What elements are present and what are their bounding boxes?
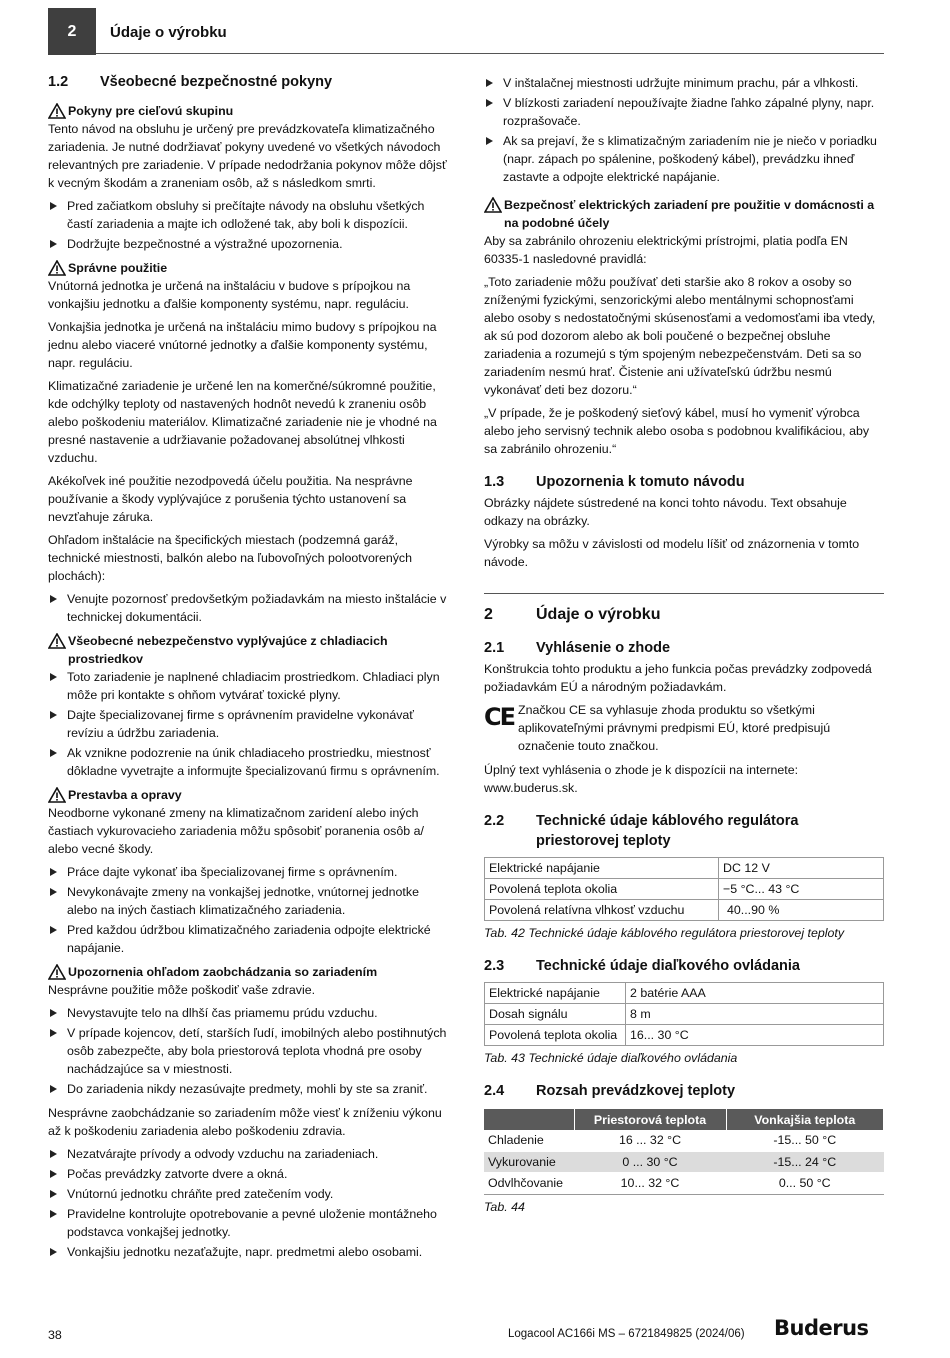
table-caption: Tab. 44 <box>484 1199 525 1214</box>
bullet-list <box>48 1004 448 1098</box>
buderus-logo: Buderus <box>774 1316 869 1340</box>
paragraph: „V prípade, že je poškodený sieťový kábel, musí ho vymeniť výrobca alebo jeho servisný technik alebo osoba s podobnou kvalifikáciou, aby sa zabránilo ohrozeniu.“ <box>484 406 870 456</box>
section-2-1-heading: 2.1 Vyhlásenie o zhode <box>484 640 671 656</box>
list-item: Toto zariadenie je naplnené chladiacim prostriedkom. Chladiaci plyn môže pri kontakte s ohňom vytvárať toxické plyny. <box>48 668 448 704</box>
table-header-cell: Vonkajšia teplota <box>726 1109 884 1130</box>
list-item: Venujte pozornosť predovšetkým požiadavkám na miesto inštalácie v technickej dokumentácii. <box>48 590 448 626</box>
table-cell: 10... 32 °C <box>574 1172 726 1193</box>
paragraph: Obrázky nájdete sústredené na konci tohto návodu. Text obsahuje odkazy na obrázky. <box>484 496 847 528</box>
list-item: Pred každou údržbou klimatizačného zariadenia odpojte elektrické napájanie. <box>48 921 448 957</box>
chapter-number-box <box>48 8 96 55</box>
table-caption: Tab. 43 Technické údaje diaľkového ovládania <box>484 1051 738 1065</box>
list-item: Ak vznikne podozrenie na únik chladiaceho prostriedku, miestnosť dôkladne vyvetrajte a informujte špecializovanú firmu s oprávnením. <box>48 744 448 780</box>
list-item: V prípade kojencov, detí, starších ľudí, imobilných alebo postihnutých osôb zabezpečte, aby bola priestorová teplota vhodná pre osoby nachádzajúce sa v miestnosti. <box>48 1024 448 1078</box>
warning-icon <box>48 787 66 803</box>
ce-block <box>484 701 884 755</box>
table-cell: Elektrické napájanie <box>485 858 719 879</box>
table-row <box>485 858 884 879</box>
table-cell: 8 m <box>626 1004 884 1025</box>
table-cell: 0 ... 30 °C <box>574 1151 726 1172</box>
list-item: Dajte špecializovanej firme s oprávnením pravidelne vykonávať revíziu a údržbu zariadenia. <box>48 706 448 742</box>
paragraph: Vnútorná jednotka je určená na inštaláciu v budove s prípojkou na vonkajšiu jednotku a ďalšie komponenty systému, napr. reguláciu. <box>48 279 411 311</box>
warning-target-group: Pokyny pre cieľovú skupinu <box>48 102 448 120</box>
paragraph: Konštrukcia tohto produktu a jeho funkcia počas prevádzky zodpovedá požiadavkám EÚ a národným požiadavkám. <box>484 662 872 694</box>
table-42 <box>484 857 884 921</box>
chapter-2-heading: 2 Údaje o výrobku <box>484 606 661 623</box>
right-column <box>484 74 884 1230</box>
list-item: V inštalačnej miestnosti udržujte minimum prachu, pár a vlhkosti. <box>484 74 884 92</box>
table-44 <box>484 1109 884 1194</box>
table-43 <box>484 982 884 1046</box>
table-cell: -15... 50 °C <box>726 1130 884 1151</box>
warning-electrical-safety: Bezpečnosť elektrických zariadení pre použitie v domácnosti a na podobné účely <box>484 196 884 232</box>
list-item: V blízkosti zariadení nepoužívajte žiadne ľahko zápalné plyny, napr. rozprašovače. <box>484 94 884 130</box>
table-row <box>485 879 884 900</box>
table-cell: Chladenie <box>484 1130 574 1151</box>
warning-refrigerant: Všeobecné nebezpečenstvo vyplývajúce z chladiacich prostriedkov <box>48 632 448 668</box>
table-row <box>485 1004 884 1025</box>
left-column <box>48 72 448 1267</box>
table-row <box>485 900 884 921</box>
table-cell: 16 ... 32 °C <box>574 1130 726 1151</box>
bullet-list <box>48 668 448 780</box>
bullet-list <box>48 1145 448 1261</box>
table-cell: 40...90 % <box>719 900 884 921</box>
table-cell: Odvlhčovanie <box>484 1172 574 1193</box>
paragraph: Aby sa zabránilo ohrozeniu elektrickými prístrojmi, platia podľa EN 60335-1 nasledovné pravidlá: <box>484 234 848 266</box>
section-2-4-heading: 2.4 Rozsah prevádzkovej teploty <box>484 1083 736 1099</box>
list-item: Dodržujte bezpečnostné a výstražné upozornenia. <box>48 235 448 253</box>
paragraph: Výrobky sa môžu v závislosti od modelu líšiť od znázornenia v tomto návode. <box>484 537 860 569</box>
table-header-row <box>484 1109 884 1130</box>
table-row <box>484 1130 884 1151</box>
table-cell: Dosah signálu <box>485 1004 626 1025</box>
table-header-cell <box>484 1109 574 1130</box>
list-item: Pravidelne kontrolujte opotrebovanie a pevné uloženie montážneho podstavca vonkajšej jednotky. <box>48 1205 448 1241</box>
table-cell: DC 12 V <box>719 858 884 879</box>
section-2-2-heading: 2.2 Technické údaje káblového regulátora priestorovej teploty <box>484 813 799 849</box>
list-item: Nevykonávajte zmeny na vonkajšej jednotke, vnútornej jednotke alebo na iných častiach klimatizačného zariadenia. <box>48 883 448 919</box>
page-number: 38 <box>48 1328 62 1342</box>
table-header-cell: Priestorová teplota <box>574 1109 726 1130</box>
table-cell: -15... 24 °C <box>726 1151 884 1172</box>
bullet-list <box>48 197 448 253</box>
table-row <box>484 1172 884 1193</box>
warning-icon <box>48 633 66 649</box>
paragraph: Nesprávne zaobchádzanie so zariadením môže viesť k zníženiu výkonu až k poškodeniu zariadenia alebo poškodeniu zdravia. <box>48 1106 442 1138</box>
warning-icon <box>48 103 66 119</box>
table-row <box>484 1151 884 1172</box>
section-rule <box>484 593 884 594</box>
warning-icon <box>48 260 66 276</box>
paragraph: Ohľadom inštalácie na špecifických miestach (podzemná garáž, technické miestnosti, balkón alebo na ľubovoľných polootvorených plochách): <box>48 533 413 583</box>
paragraph: Klimatizačné zariadenie je určené len na komerčné/súkromné použitie, kde odchýlky teploty od nastavených hodnôt nevedú k zraneniu osôb alebo poškodeniu materiálov. Klimatizačné zariadenie nie je vhodné na presné nastavenie a udržiavanie požadovanej absolútnej vlhkosti vzduchu. <box>48 379 437 465</box>
chapter-number: 2 <box>67 22 77 40</box>
list-item: Nezatvárajte prívody a odvody vzduchu na zariadeniach. <box>48 1145 448 1163</box>
list-item: Nevystavujte telo na dlhší čas priamemu prúdu vzduchu. <box>48 1004 448 1022</box>
list-item: Do zariadenia nikdy nezasúvajte predmety, mohli by ste sa zraniť. <box>48 1080 448 1098</box>
table-row <box>485 983 884 1004</box>
paragraph: Tento návod na obsluhu je určený pre prevádzkovateľa klimatizačného zariadenia. Je nutné dodržiavať pokyny uvedené vo všetkých návodoch relevantných pre zariadenie. V prípade nedodržania pokynov môže dôjsť k vecným škodám a zraneniam osôb, až s následkom smrti. <box>48 122 447 190</box>
chapter-title: Údaje o výrobku <box>110 24 227 41</box>
list-item: Práce dajte vykonať iba špecializovanej firme s oprávnením. <box>48 863 448 881</box>
table-caption: Tab. 42 Technické údaje káblového regulátora priestorovej teploty <box>484 926 845 940</box>
table-cell: 16... 30 °C <box>626 1025 884 1046</box>
header-rule <box>96 53 884 54</box>
section-2-3-heading: 2.3 Technické údaje diaľkového ovládania <box>484 958 800 974</box>
bullet-list <box>484 74 884 186</box>
list-item: Vnútornú jednotku chráňte pred zatečením vody. <box>48 1185 448 1203</box>
paragraph: Akékoľvek iné použitie nezodpovedá účelu použitia. Na nesprávne používanie a škody vyplývajúce z porušenia týchto ustanovení sa nevzťahuje záruka. <box>48 474 413 524</box>
list-item: Ak sa prejaví, že s klimatizačným zariadením nie je niečo v poriadku (napr. zápach po spálenine, poškodený kábel), prevádzku ihneď zastavte a odpojte elektrické napájanie. <box>484 132 884 186</box>
table-cell: −5 °C... 43 °C <box>719 879 884 900</box>
table-cell: Povolená relatívna vlhkosť vzduchu <box>485 900 719 921</box>
paragraph: Neodborne vykonané zmeny na klimatizačnom zaridení alebo iných častiach vykurovacieho zariadenia môžu spôsobiť poranenia osôb a/ alebo vecné škody. <box>48 806 424 856</box>
table-cell: Povolená teplota okolia <box>485 1025 626 1046</box>
ce-mark-icon: CE <box>484 703 515 731</box>
paragraph: Značkou CE sa vyhlasuje zhoda produktu so všetkými aplikovateľnými právnymi predpismi EÚ, ktoré predpisujú označenie touto značkou. <box>518 703 831 753</box>
warning-icon <box>484 197 502 213</box>
table-cell: Elektrické napájanie <box>485 983 626 1004</box>
list-item: Vonkajšiu jednotku nezaťažujte, napr. predmetmi alebo osobami. <box>48 1243 448 1261</box>
paragraph: Vonkajšia jednotka je určená na inštaláciu mimo budovy s prípojkou na jednu alebo viaceré vnútorné jednotky a ďalšie komponenty systému, napr. reguláciu. <box>48 320 437 370</box>
bullet-list <box>48 863 448 957</box>
warning-modifications: Prestavba a opravy <box>48 786 448 804</box>
table-cell: 0... 50 °C <box>726 1172 884 1193</box>
section-1-3-heading: 1.3 Upozornenia k tomuto návodu <box>484 474 745 490</box>
section-1-2-heading: 1.2 Všeobecné bezpečnostné pokyny <box>48 74 333 90</box>
table-cell: 2 batérie AAA <box>626 983 884 1004</box>
table-cell: Povolená teplota okolia <box>485 879 719 900</box>
document-id: Logacool AC166i MS – 6721849825 (2024/06) <box>508 1328 745 1340</box>
table-bottom-rule <box>484 1194 884 1195</box>
paragraph: Nesprávne použitie môže poškodiť vaše zdravie. <box>48 983 316 997</box>
list-item: Počas prevádzky zatvorte dvere a okná. <box>48 1165 448 1183</box>
list-item: Pred začiatkom obsluhy si prečítajte návody na obsluhu všetkých častí zariadenia a majte ich odložené tak, aby boli k dispozícii. <box>48 197 448 233</box>
warning-handling: Upozornenia ohľadom zaobchádzania so zariadením <box>48 963 448 981</box>
warning-icon <box>48 964 66 980</box>
table-cell: Vykurovanie <box>484 1151 574 1172</box>
warning-correct-use: Správne použitie <box>48 259 448 277</box>
table-row <box>485 1025 884 1046</box>
bullet-list <box>48 590 448 626</box>
paragraph: „Toto zariadenie môžu používať deti staršie ako 8 rokov a osoby so zníženými fyzickými, senzorickými alebo mentálnymi schopnosťami alebo osoby s nedostatočnými skúsenosťami a vedomosťami iba vtedy, ak sú pod dozorom alebo ak boli poučené o bezpečnej obsluhe zariadenia a rozumejú s tým spojeným nebezpečenstvám. Deti sa so zariadením nesmú hrať. Čistenie ani užívateľskú údržbu nesmú vykonávať deti bez dozoru.“ <box>484 275 876 397</box>
paragraph: Úplný text vyhlásenia o zhode je k dispozícii na internete: www.buderus.sk. <box>484 763 799 795</box>
